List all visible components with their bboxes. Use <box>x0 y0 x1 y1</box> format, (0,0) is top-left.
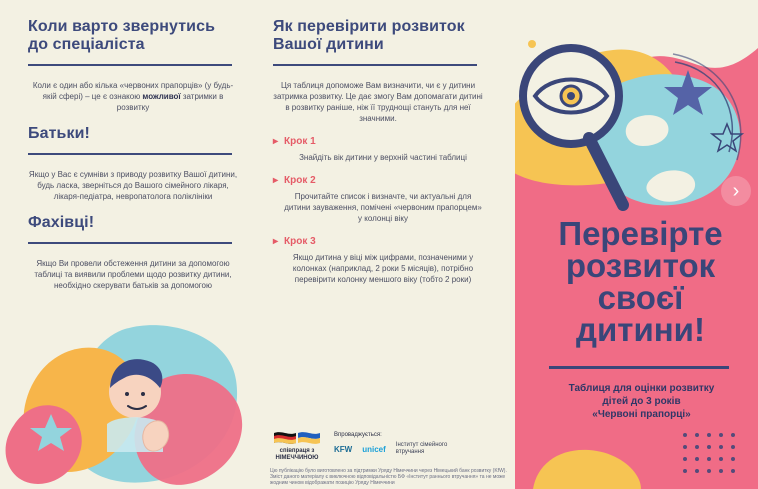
spacer <box>273 124 483 136</box>
right-big-title <box>533 215 748 348</box>
unicef-logo: unicef <box>362 444 386 454</box>
step-2-arrow-icon: ▸ <box>273 175 279 186</box>
institute-logo: Інститут сімейного втручання <box>395 442 448 455</box>
right-subtitle-line-3: «Червоні прапорці» <box>592 409 691 420</box>
step-2-label: Крок 2 <box>284 175 316 186</box>
dot-grid <box>675 425 755 489</box>
coop-text: співпраця з НІМЕЧЧИНОЮ <box>275 448 319 461</box>
spacer <box>28 113 238 125</box>
left-illustration <box>0 320 270 489</box>
left-section-3-title: Фахівці! <box>28 214 95 231</box>
supported-label: Впроваджується: <box>334 432 382 438</box>
bottom-yellow-blob <box>515 432 675 489</box>
left-section-1-text-pre: Коли є один або кілька «червоних прапорців» (у будь-якій сфері) – це є ознакою <box>32 81 234 101</box>
left-section-1-rule <box>28 64 232 66</box>
supported-block <box>334 430 448 456</box>
next-arrow-icon[interactable]: › <box>721 176 751 206</box>
middle-intro: Ця таблиця допоможе Вам визначити, чи є у дитини затримка розвитку. Це дає змогу Вам допомагати дитині в розвитку раніше, ніж її труднощі стануть для неї значними. <box>273 81 483 123</box>
left-section-3-text: Якщо Ви провели обстеження дитини за допомогою таблиці та виявили проблеми щодо розвитку дитини, необхідно скерувати батьків за допомогою <box>34 259 232 290</box>
step-3-arrow-icon: ▸ <box>273 236 279 247</box>
step-1-text: Знайдіть вік дитини у верхній частині таблиці <box>299 153 467 162</box>
spacer <box>273 224 483 236</box>
step-1 <box>273 136 483 148</box>
middle-column <box>273 18 483 285</box>
left-section-1-title: Коли варто звернутись до спеціаліста <box>28 18 216 53</box>
middle-rule <box>273 64 477 66</box>
kfw-logo: KFW <box>334 444 353 454</box>
left-section-1-text-bold: можливої <box>142 92 181 101</box>
fineprint: Цю публікацію було виготовлено за підтримки Уряду Німеччини через Німецький банк розвитку (KfW). Зміст даного матеріалу є виключною відповідальністю БФ «Інститут раннього втручання» та не може жодним чином відображати позицію Уряду Німеччини <box>270 468 507 486</box>
eye-pupil <box>567 92 575 100</box>
left-column <box>28 18 238 291</box>
step-3 <box>273 236 483 248</box>
left-section-1-text <box>28 80 238 113</box>
left-section-2-text: Якщо у Вас є сумніви з приводу розвитку Вашої дитини, будь ласка, зверніться до Вашого сімейного лікаря, лікаря-педіатра, невропатолога поліклініки <box>28 170 238 201</box>
left-section-2-rule <box>28 153 232 155</box>
step-3-label: Крок 3 <box>284 236 316 247</box>
right-title-line-2: розвиток <box>565 247 716 284</box>
child-eye-left <box>125 392 129 396</box>
coop-logo <box>270 430 324 462</box>
step-2 <box>273 175 483 187</box>
flags-icon <box>274 430 320 446</box>
right-title-line-4: дитини! <box>576 311 705 348</box>
spacer <box>273 163 483 175</box>
step-1-arrow-icon: ▸ <box>273 136 279 147</box>
right-subtitle-line-1: Таблиця для оцінки розвитку <box>568 383 715 394</box>
right-title-line-3: своєї <box>597 279 684 316</box>
logos-row <box>270 430 520 462</box>
right-subtitle <box>539 382 744 421</box>
spacer <box>28 202 238 214</box>
dot-yellow <box>528 40 536 48</box>
partner-logos <box>334 442 448 456</box>
right-subtitle-line-2: дітей до 3 років <box>602 396 681 407</box>
right-panel <box>515 0 758 489</box>
footer <box>270 430 520 489</box>
left-section-2-title: Батьки! <box>28 125 90 142</box>
step-3-text: Якщо дитина у віці між цифрами, позначеними у колонках (наприклад, 2 роки 5 місяців), потрібно перевірити колонку меншого віку (тобто 2 роки) <box>292 253 474 284</box>
right-title-line-1: Перевірте <box>558 215 723 252</box>
step-1-label: Крок 1 <box>284 136 316 147</box>
left-section-1-text-post: затримки в розвитку <box>116 92 224 112</box>
left-section-3-rule <box>28 242 232 244</box>
middle-title: Як перевірити розвиток Вашої дитини <box>273 18 465 53</box>
child-eye-right <box>141 392 145 396</box>
step-2-text: Прочитайте список і визначте, чи актуальні для дитини зауваження, помічені «червоним прапорцем» у колонці віку <box>284 192 482 223</box>
right-rule <box>549 366 729 369</box>
